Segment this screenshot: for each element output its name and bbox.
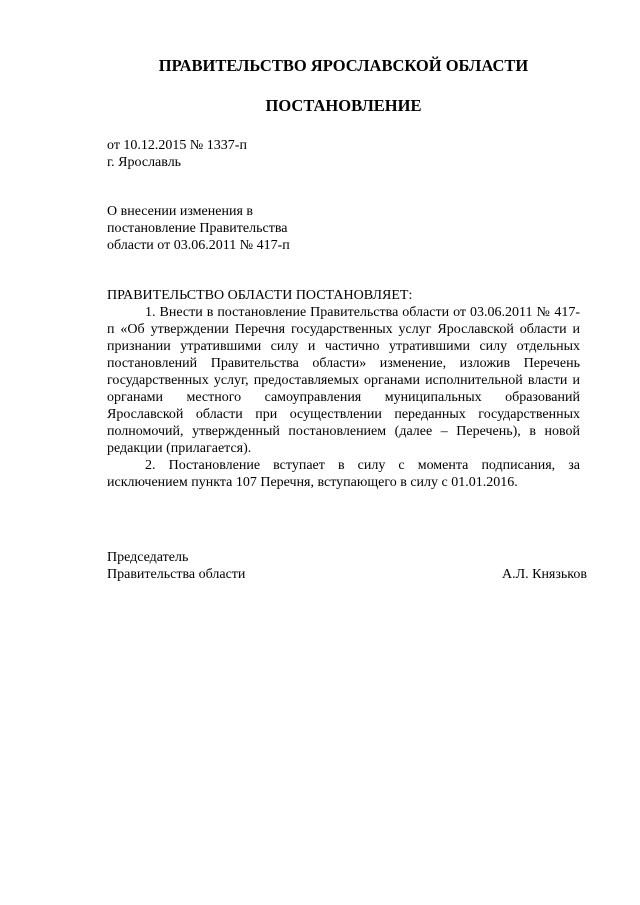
- signature-title-line-1: Председатель: [107, 550, 189, 565]
- document-type-heading: ПОСТАНОВЛЕНИЕ: [265, 96, 422, 115]
- signatory-name: А.Л. Князьков: [502, 567, 587, 582]
- signature-block: [107, 549, 587, 583]
- date-number: от 10.12.2015 № 1337-п: [107, 138, 247, 153]
- signature-row: [107, 566, 587, 583]
- document-body: [107, 287, 580, 491]
- paragraph-2: 2. Постановление вступает в силу с момента подписания, за исключением пункта 107 Перечня, вступающего в силу с 01.01.2016.: [107, 458, 580, 490]
- subject-line-2: постановление Правительства: [107, 221, 288, 236]
- paragraph-1: 1. Внести в постановление Правительства области от 03.06.2011 № 417-п «Об утверждении Перечня государственных услуг Ярославской области и признании утратившими силу и частично утратившими силу отдельных постановлений Правительства области» изменение, изложив Перечень государственных услуг, предоставляемых органами исполнительной власти и органами местного самоуправления муниципальных образований Ярославской области при осуществлении переданных государственных полномочий, утвержденный постановлением (далее – Перечень), в новой редакции (прилагается).: [107, 305, 580, 456]
- city: г. Ярославль: [107, 155, 182, 170]
- subject-line-1: О внесении изменения в: [107, 204, 253, 219]
- signature-title-line-2: Правительства области: [107, 567, 246, 582]
- government-heading: ПРАВИТЕЛЬСТВО ЯРОСЛАВСКОЙ ОБЛАСТИ: [158, 56, 529, 75]
- resolves-line: ПРАВИТЕЛЬСТВО ОБЛАСТИ ПОСТАНОВЛЯЕТ:: [107, 288, 413, 303]
- subject-line-3: области от 03.06.2011 № 417-п: [107, 238, 290, 253]
